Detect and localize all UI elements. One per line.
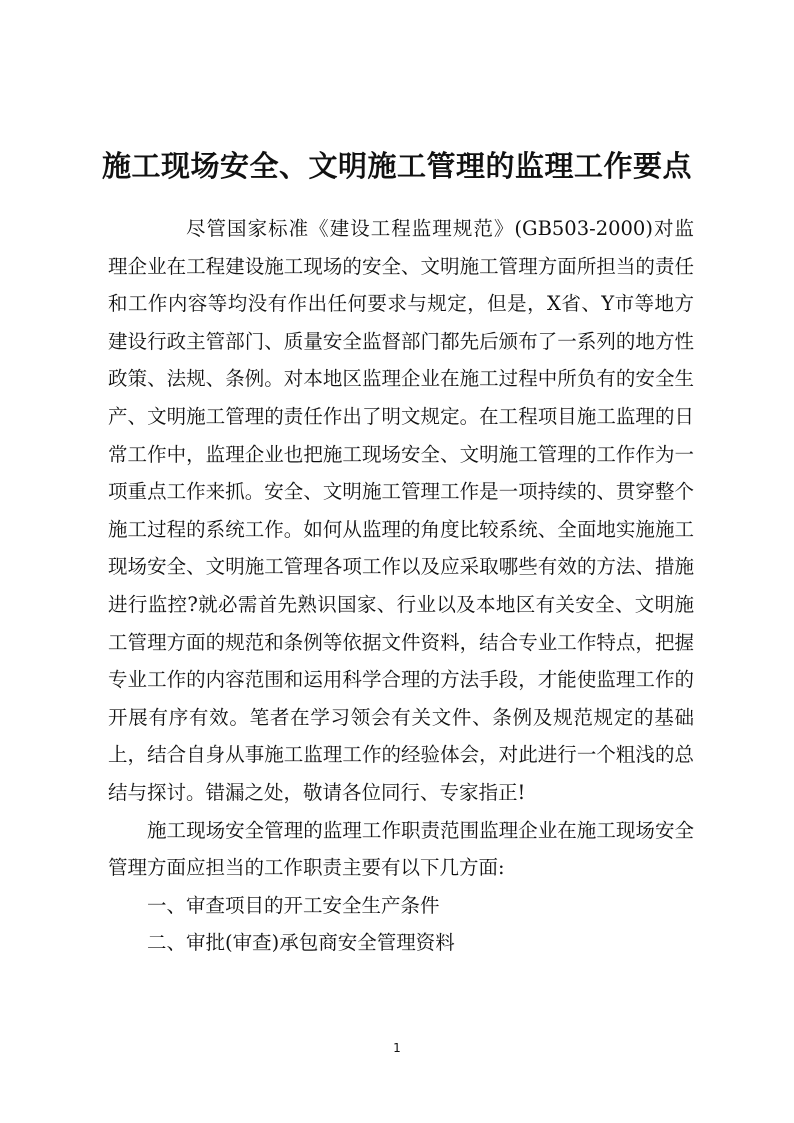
document-title: 施工现场安全、文明施工管理的监理工作要点 (101, 149, 692, 183)
page-number: 1 (393, 1041, 401, 1055)
list-item-2: 二、审批(审查)承包商安全管理资料 (147, 931, 455, 955)
list-item-1: 一、审查项目的开工安全生产条件 (147, 893, 440, 917)
paragraph-intro: 尽管国家标准《建设工程监理规范》(GB503-2000)对监理企业在工程建设施工现场的安全、文明施工管理方面所担当的责任和工作内容等均没有作出任何要求与规定，但是，X省、Y市等地方建设行政主管部门、质量安全监督部门都先后颁布了一系列的地方性政策、法规、条例。对本地区监理企业在施工过程中所负有的安全生产、文明施工管理的责任作出了明文规定。在工程项目施工监理的日常工作中，监理企业也把施工现场安全、文明施工管理的工作作为一项重点工作来抓。安全、文明施工管理工作是一项持续的、贯穿整个施工过程的系统工作。如何从监理的角度比较系统、全面地实施施工现场安全、文明施工管理各项工作以及应采取哪些有效的方法、措施进行监控?就必需首先熟识国家、行业以及本地区有关安全、文明施工管理方面的规范和条例等依据文件资料，结合专业工作特点，把握专业工作的内容范围和运用科学合理的方法手段，才能使监理工作的开展有序有效。笔者在学习领会有关文件、条例及规范规定的基础上，结合自身从事施工监理工作的经验体会，对此进行一个粗浅的总结与探讨。错漏之处，敬请各位同行、专家指正! (108, 217, 694, 804)
document-body (108, 210, 694, 962)
paragraph-duty-scope: 施工现场安全管理的监理工作职责范围监理企业在施工现场安全管理方面应担当的工作职责主要有以下几方面: (108, 818, 694, 880)
